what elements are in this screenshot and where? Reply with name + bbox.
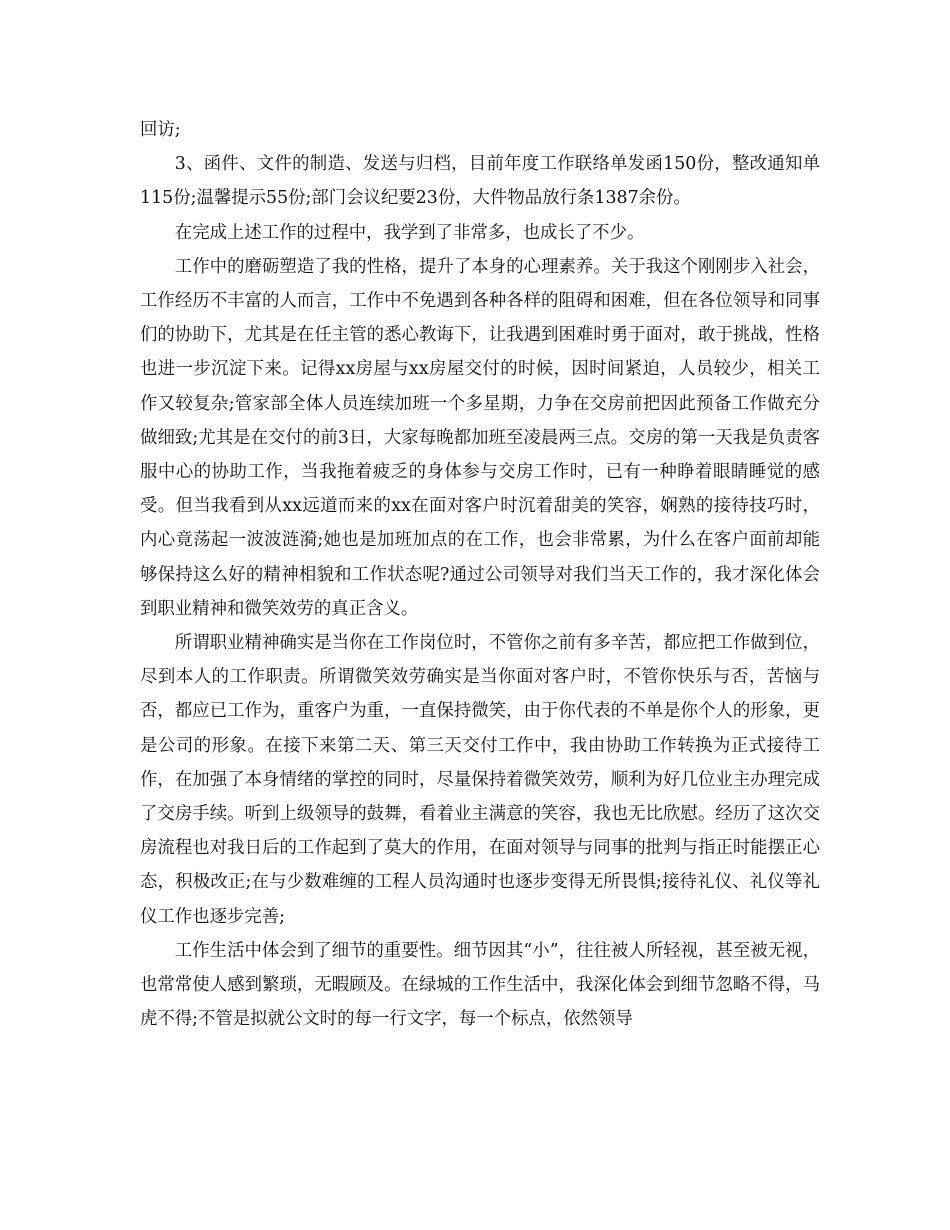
paragraph-attention-to-detail: 工作生活中体会到了细节的重要性。细节因其“小”，往往被人所轻视，甚至被无视，也常常使人感到繁琐，无暇顾及。在绿城的工作生活中，我深化体会到细节忽略不得，马虎不得;不管是拟就公文时的每一行文字，每一个标点，依然领导	[140, 940, 820, 1030]
paragraph-document-stats: 3、函件、文件的制造、发送与归档，目前年度工作联络单发函150份，整改通知单115份;温馨提示55份;部门会议纪要23份，大件物品放行条1387余份。	[140, 154, 820, 209]
document-body	[140, 113, 820, 1036]
paragraph-character-growth: 工作中的磨砺塑造了我的性格，提升了本身的心理素养。关于我这个刚刚步入社会，工作经历不丰富的人而言，工作中不免遇到各种各样的阻碍和困难，但在各位领导和同事们的协助下，尤其是在任主管的悉心教诲下，让我遇到困难时勇于面对，敢于挑战，性格也进一步沉淀下来。记得xx房屋与xx房屋交付的时候，因时间紧迫，人员较少，相关工作又较复杂;管家部全体人员连续加班一个多星期，力争在交房前把因此预备工作做充分做细致;尤其是在交付的前3日，大家每晚都加班至凌晨两三点。交房的第一天我是负责客服中心的协助工作，当我拖着疲乏的身体参与交房工作时，已有一种睁着眼睛睡觉的感受。但当我看到从xx远道而来的xx在面对客户时沉着甜美的笑容，娴熟的接待技巧时，内心竟荡起一波波涟漪;她也是加班加点的在工作，也会非常累，为什么在客户面前却能够保持这么好的精神相貌和工作状态呢?通过公司领导对我们当天工作的，我才深化体会到职业精神和微笑效劳的真正含义。	[140, 256, 820, 619]
paragraph-continuation: 回访;	[140, 120, 181, 140]
paragraph-summary: 在完成上述工作的过程中，我学到了非常多，也成长了不少。	[174, 222, 645, 243]
paragraph-professional-spirit: 所谓职业精神确实是当你在工作岗位时，不管你之前有多辛苦，都应把工作做到位，尽到本人的工作职责。所谓微笑效劳确实是当你面对客户时，不管你快乐与否，苦恼与否，都应已工作为，重客户为重，一直保持微笑，由于你代表的不单是你个人的形象，更是公司的形象。在接下来第二天、第三天交付工作中，我由协助工作转换为正式接待工作，在加强了本身情绪的掌控的同时，尽量保持着微笑效劳，顺利为好几位业主办理完成了交房手续。听到上级领导的鼓舞，看着业主满意的笑容，我也无比欣慰。经历了这次交房流程也对我日后的工作起到了莫大的作用，在面对领导与同事的批判与指正时能摆正心态，积极改正;在与少数难缠的工程人员沟通时也逐步变得无所畏惧;接待礼仪、礼仪等礼仪工作也逐步完善;	[140, 633, 820, 927]
